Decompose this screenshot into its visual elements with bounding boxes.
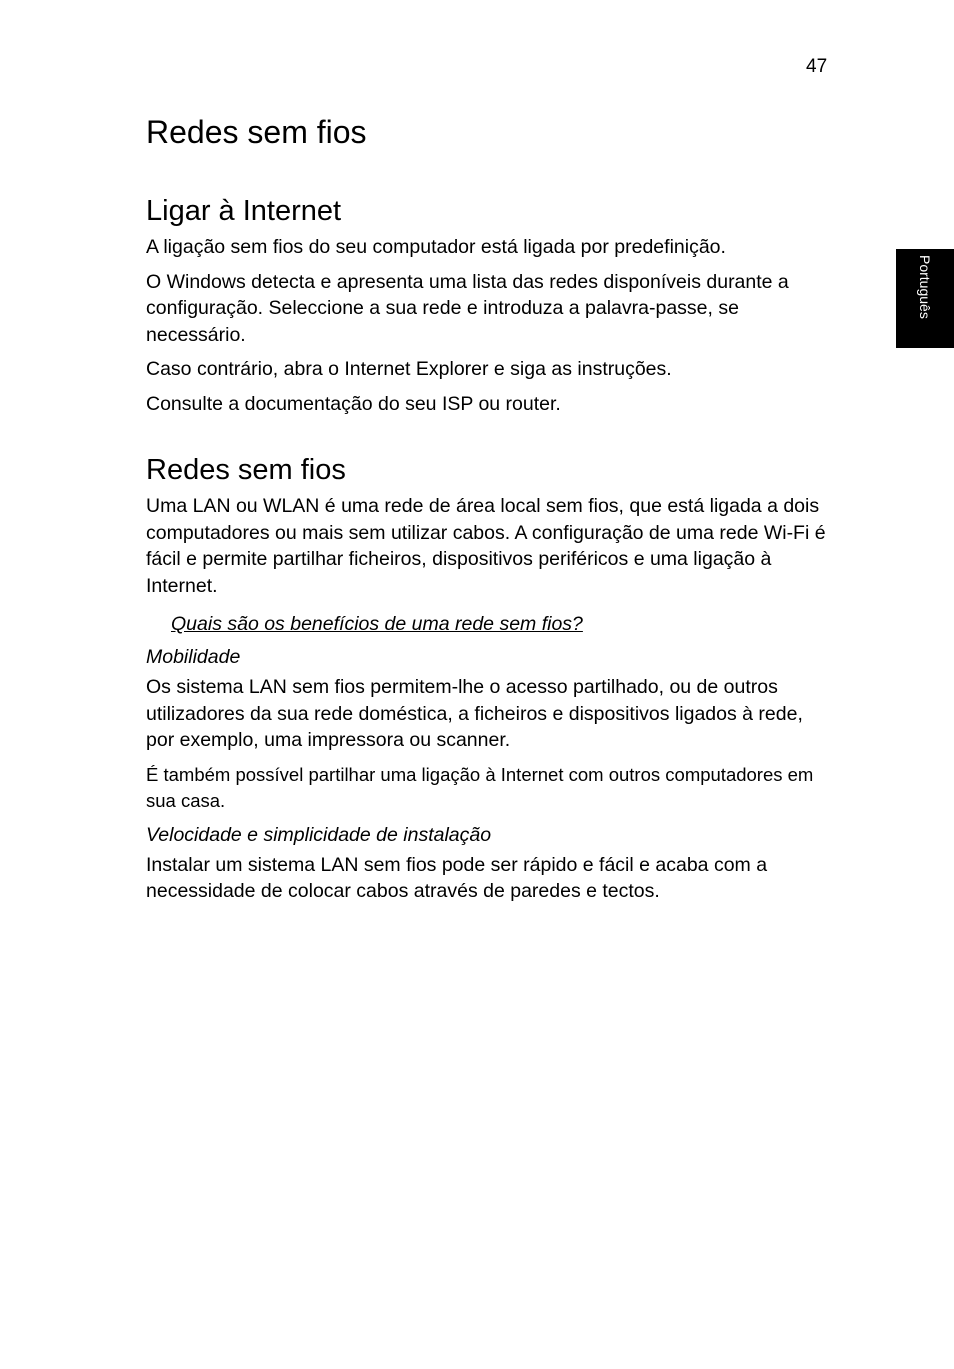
section-title-internet: Ligar à Internet [146, 195, 342, 227]
paragraph: O Windows detecta e apresenta uma lista das redes disponíveis durante a configuração. Seleccione a sua rede e introduza a palavra-passe, se necessário. [146, 270, 789, 346]
paragraph: Caso contrário, abra o Internet Explorer e siga as instruções. [146, 358, 672, 380]
paragraph: Uma LAN ou WLAN é uma rede de área local sem fios, que está ligada a dois computadores ou mais sem utilizar cabos. A configuração de uma rede Wi-Fi é fácil e permite partilhar ficheiros, dispositivos periféricos e uma ligação à Internet. [146, 495, 826, 597]
page-content [146, 112, 836, 905]
subheading-speed: Velocidade e simplicidade de instalação [146, 823, 492, 846]
paragraph: Consulte a documentação do seu ISP ou router. [146, 392, 561, 415]
chapter-title: Redes sem fios [146, 114, 367, 150]
paragraph: A ligação sem fios do seu computador está ligada por predefinição. [146, 236, 726, 258]
question-link[interactable]: Quais são os benefícios de uma rede sem fios? [171, 613, 583, 635]
page-number: 47 [806, 56, 828, 77]
language-tab-label: Português [917, 255, 933, 319]
subheading-mobility: Mobilidade [146, 646, 241, 668]
paragraph: Instalar um sistema LAN sem fios pode ser rápido e fácil e acaba com a necessidade de colocar cabos através de paredes e tectos. [146, 853, 768, 902]
section-title-wireless: Redes sem fios [146, 454, 346, 486]
paragraph: É também possível partilhar uma ligação à Internet com outros computadores em sua casa. [146, 763, 814, 811]
paragraph: Os sistema LAN sem fios permitem-lhe o acesso partilhado, ou de outros utilizadores da sua rede doméstica, a ficheiros e dispositivos ligados à rede, por exemplo, uma impressora ou scanner. [146, 676, 803, 751]
language-tab [896, 249, 954, 348]
